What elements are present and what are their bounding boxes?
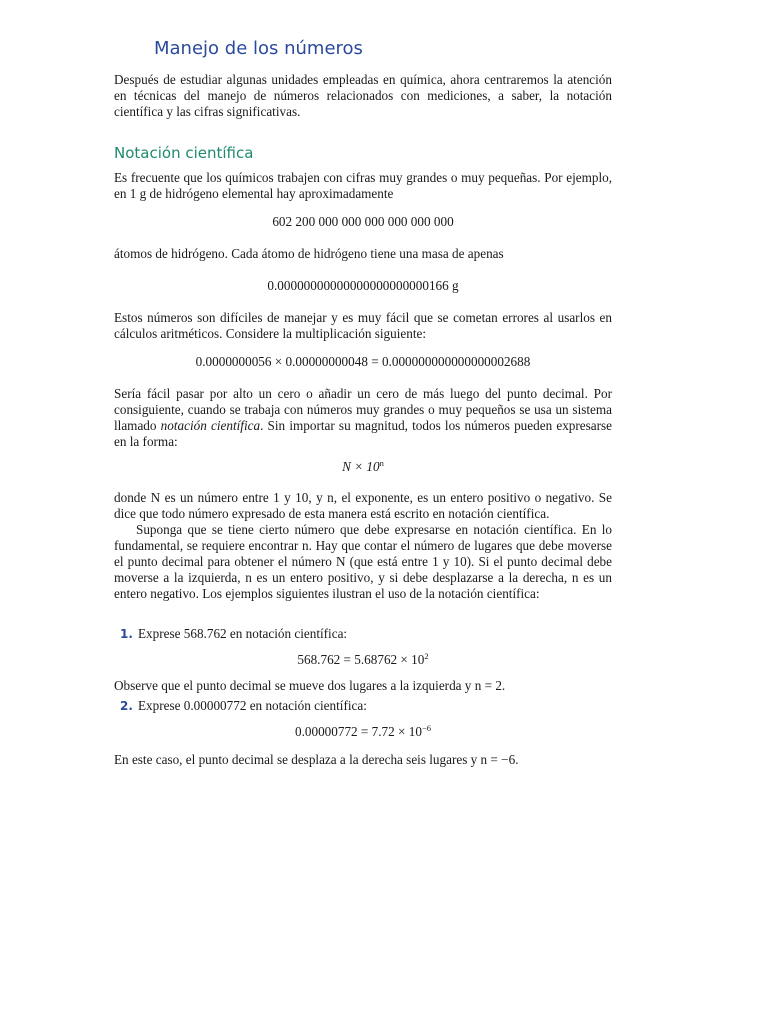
page-title: Manejo de los números: [154, 38, 363, 59]
equation-general-form: [114, 459, 612, 475]
equation-general-exponent: n: [379, 458, 384, 468]
example-2-equation-exponent: −6: [421, 723, 431, 733]
section-title: Notación científica: [114, 144, 254, 162]
example-1-number: 1.: [120, 627, 133, 641]
paragraph-4-part-2: . Sin importar su magnitud, todos los números pueden expresarse en la forma:: [114, 418, 612, 449]
equation-avogadro: 602 200 000 000 000 000 000 000: [272, 214, 454, 229]
example-2-note: En este caso, el punto decimal se desplaza a la derecha seis lugares y n = −6.: [114, 752, 519, 767]
equation-multiplication: 0.0000000056 × 0.00000000048 = 0.000000000000000002688: [195, 354, 531, 369]
paragraph-3: Estos números son difíciles de manejar y es muy fácil que se cometan errores al usarlos en cálculos aritméticos. Considere la multiplicación siguiente:: [114, 310, 612, 341]
paragraph-4-emphasis: notación científica: [160, 418, 261, 433]
equation-mass: 0.00000000000000000000000166 g: [267, 278, 459, 293]
example-2-equation-base: 0.00000772 = 7.72 × 10: [294, 724, 422, 739]
example-1: [120, 626, 612, 642]
paragraph-4: [114, 386, 612, 450]
paragraph-4-part-1: Sería fácil pasar por alto un cero o añadir un cero de más luego del punto decimal. Por consiguiente, cuando se trabaja con números muy grandes o muy pequeños se usa un sistema llamado: [114, 386, 612, 433]
paragraph-5: donde N es un número entre 1 y 10, y n, el exponente, es un entero positivo o negativo. Se dice que todo número expresado de esta manera está escrito en notación científica.: [114, 490, 612, 521]
paragraph-1: Es frecuente que los químicos trabajen con cifras muy grandes o muy pequeñas. Por ejemplo, en 1 g de hidrógeno elemental hay aproximadamente: [114, 170, 612, 201]
intro-paragraph: Después de estudiar algunas unidades empleadas en química, ahora centraremos la atención en técnicas del manejo de números relacionados con mediciones, a saber, la notación científica y las cifras significativas.: [114, 72, 612, 119]
example-2: [120, 698, 612, 714]
paragraph-6-text: Suponga que se tiene cierto número que debe expresarse en notación científica. En lo fundamental, se requiere encontrar n. Hay que contar el número de lugares que debe moverse el punto decimal para obtener el número N (que está entre 1 y 10). Si el punto decimal debe moverse a la izquierda, n es un entero positivo, y si debe desplazarse a la derecha, n es un entero negativo. Los ejemplos siguientes ilustran el uso de la notación científica:: [114, 522, 612, 601]
example-1-equation: [114, 652, 612, 668]
example-1-text: Exprese 568.762 en notación científica:: [138, 626, 348, 641]
example-2-text: Exprese 0.00000772 en notación científica:: [138, 698, 367, 713]
example-1-note: Observe que el punto decimal se mueve dos lugares a la izquierda y n = 2.: [114, 678, 506, 693]
example-2-equation: [114, 724, 612, 740]
example-1-equation-base: 568.762 = 5.68762 × 10: [297, 652, 425, 667]
paragraph-2: átomos de hidrógeno. Cada átomo de hidrógeno tiene una masa de apenas: [114, 246, 504, 261]
equation-general-base: N × 10: [342, 459, 380, 474]
example-1-equation-exponent: 2: [424, 651, 429, 661]
paragraph-6: [114, 522, 612, 602]
example-2-number: 2.: [120, 699, 133, 713]
